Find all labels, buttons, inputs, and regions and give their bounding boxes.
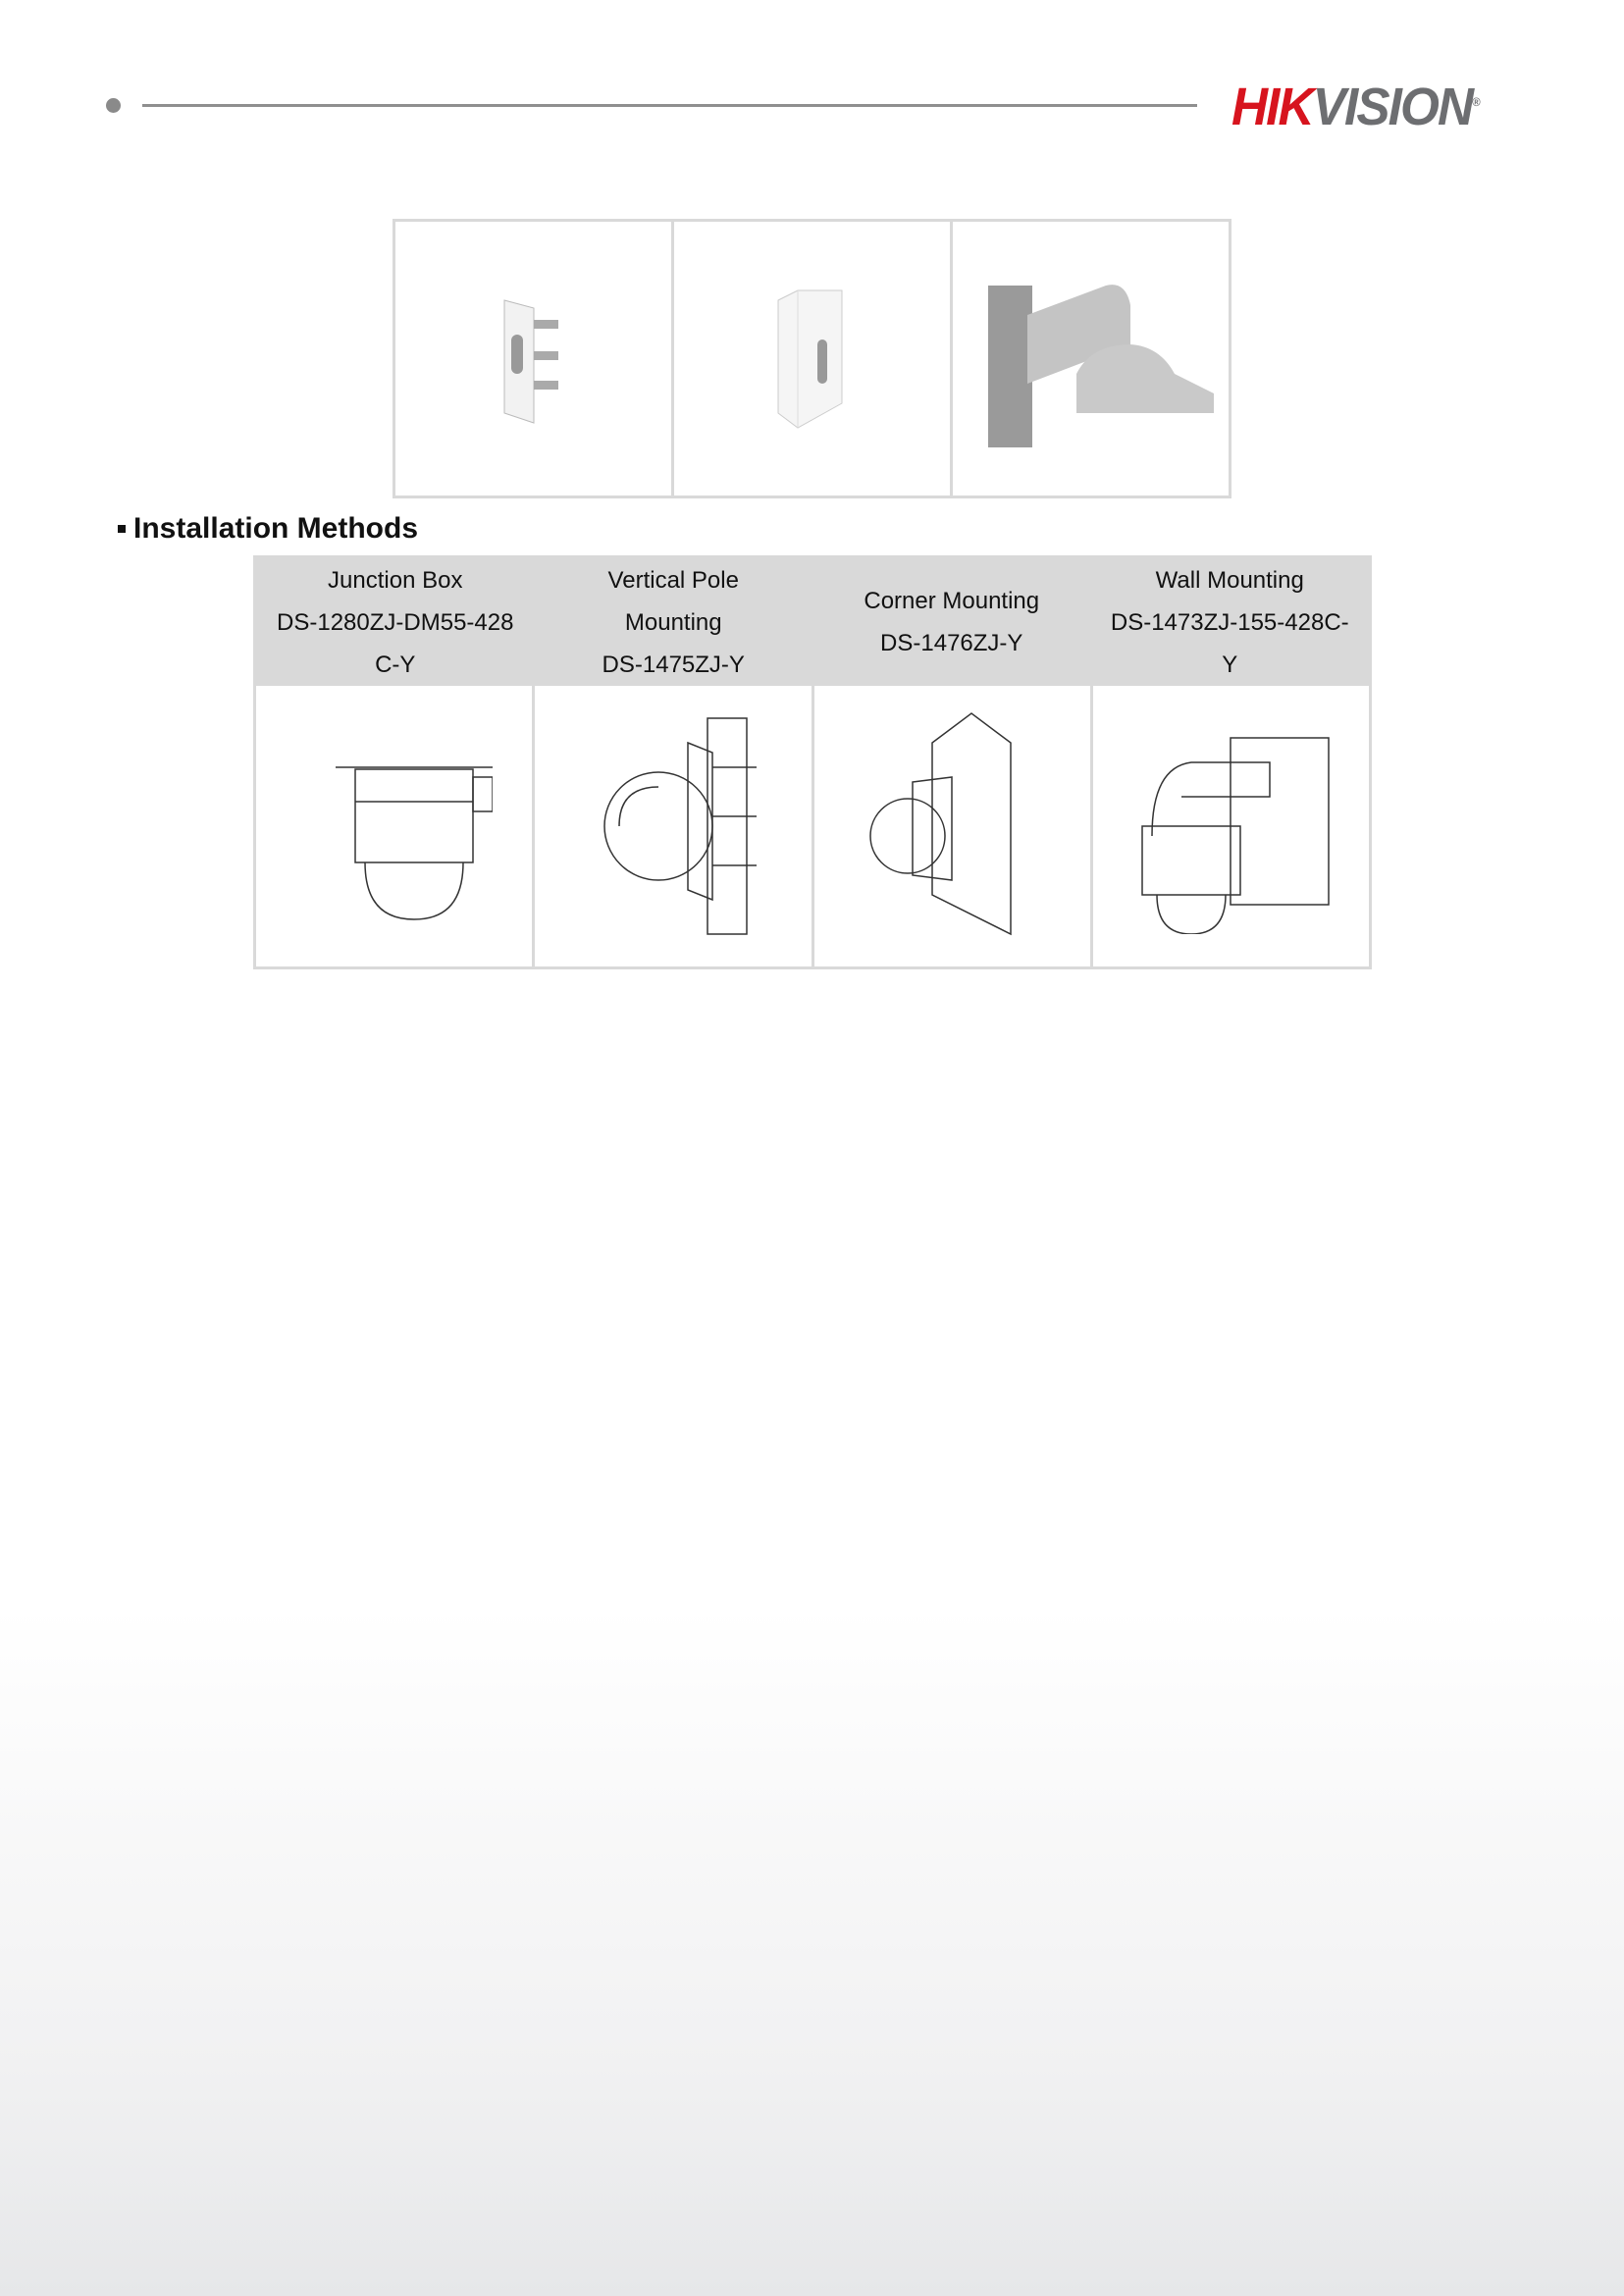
logo-mark: ® — [1472, 95, 1479, 109]
logo-gray: VISION — [1312, 78, 1473, 136]
section-title: Installation Methods — [133, 512, 419, 545]
junction-box-drawing — [256, 686, 535, 966]
wall-mount-drawing — [1093, 686, 1369, 966]
method-model: DS-1475ZJ-Y — [602, 651, 745, 678]
installation-table — [253, 555, 1372, 969]
method-model-cont: Y — [1222, 651, 1238, 678]
method-model: DS-1473ZJ-155-428C- — [1110, 608, 1349, 636]
table-image-row — [256, 686, 1369, 966]
method-model: DS-1280ZJ-DM55-428 — [277, 608, 514, 636]
header-dot — [106, 98, 121, 113]
wall-mount-bracket-image — [953, 222, 1229, 496]
table-header-row — [256, 558, 1369, 686]
method-name: Corner Mounting — [864, 588, 1040, 614]
method-name: Wall Mounting — [1155, 566, 1304, 594]
method-name: Vertical Pole — [607, 566, 739, 594]
pole-mount-drawing — [535, 686, 813, 966]
header-rule — [142, 104, 1197, 107]
hikvision-logo — [1231, 77, 1479, 137]
method-model: DS-1476ZJ-Y — [880, 630, 1023, 656]
logo-red: HIK — [1231, 78, 1313, 136]
method-corner — [812, 558, 1091, 686]
method-name: Junction Box — [328, 566, 463, 594]
product-images — [393, 219, 1231, 498]
bullet-icon — [118, 525, 126, 533]
method-vertical-pole — [535, 558, 813, 686]
method-model-cont: C-Y — [375, 651, 416, 678]
pole-mount-bracket-image — [395, 222, 674, 496]
section-heading — [118, 512, 418, 546]
method-junction-box — [256, 558, 535, 686]
corner-mount-drawing — [814, 686, 1093, 966]
method-wall — [1091, 558, 1370, 686]
corner-mount-bracket-image — [674, 222, 953, 496]
method-name-cont: Mounting — [624, 608, 722, 636]
